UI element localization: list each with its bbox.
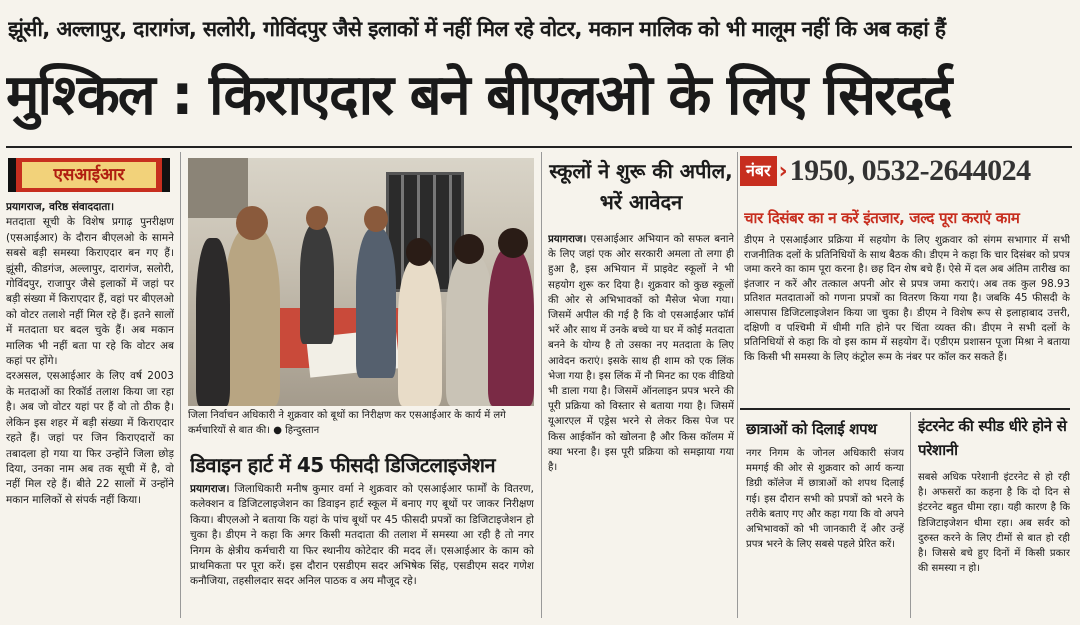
lead-paragraph-2: दरअसल, एसआईआर के लिए वर्ष 2003 के मतदाओं का रिकॉर्ड तलाश किया जा रहा है। अब जो वोटर यहां पर हैं वो तो ठीक है। लेकिन इस शहर में बड़ी संख्या में किराएदार रहते हैं। जहां पर जिन किराएदारों का तबादला हो गया या फिर उन्होंने जिला छोड़ दिया, उनका नाम अब तक सूची में है, वो नहीं मिल रहे हैं। बीते 22 सालों में उन्होंने मकान मालिकों से संपर्क नहीं किया। (6, 370, 174, 506)
helpline-numbers: 1950, 0532-2644024 (789, 154, 1031, 187)
chevron-right-icon: › (778, 158, 788, 184)
news-photo (188, 158, 534, 406)
story-schools-body (548, 232, 734, 618)
lead-dateline: प्रयागराज, वरिष्ठ संवाददाता। (6, 201, 115, 213)
story-divine-heart-text: जिलाधिकारी मनीष कुमार वर्मा ने शुक्रवार को एसआईआर फार्मों के वितरण, कलेक्शन व डिजिटलाइजेशन का डिवाइन हार्ट स्कूल में बनाए गए बूथों पर जाकर निरीक्षण किया। बीएलओ ने बताया कि यहां के पांच बूथों पर 45 फीसदी प्रपत्रों का डिजिटाइजेशन हो चुका है। डीएम ने कहा कि अगर किसी मतदाता की तलाश में समस्या आ रही है तो नगर निगम के क्षेत्रीय कर्मचारी या फिर स्थानीय कोटेदार की मदद लें। एसआईआर के काम को प्राथमिकता पर पूरा करें। इस दौरान एसडीएम सदर अभिषेक सिंह, एसडीएम सदर गणेश कनौजिया, तहसीलदार सदर अनिल पाठक व अय मौजूद रहे। (190, 483, 534, 588)
helpline-label: नंबर (740, 156, 777, 186)
story-schools-dateline: प्रयागराज। (548, 234, 587, 245)
story-deadline-title: चार दिसंबर का न करें इंतजार, जल्द पूरा कराएं काम (744, 209, 1020, 227)
column-divider (737, 152, 738, 618)
column-divider (180, 152, 181, 618)
story-deadline-body: डीएम ने एसआईआर प्रक्रिया में सहयोग के लिए शुक्रवार को संगम सभागार में सभी राजनीतिक दलों के प्रतिनिधियों के साथ बैठक की। डीएम ने कहा कि चार दिसंबर को प्रपत्र जमा करने का काम पूरा करना है। छह दिन शेष बचे हैं। ऐसे में दल अब अंतिम तारीख का इंतजार न करें और तत्काल अपनी ओर से प्रपत्र जमा कराएं। अब तक कुल 98.93 प्रतिशत मतदाताओं को गणना प्रपत्रों का वितरण किया गया है। जबकि 45 फीसदी के आसपास डिजिटलाइजेशन किया जा चुका है। डीएम ने विशेष रूप से इलाहाबाद उत्तरी, दक्षिणी व पश्चिमी में धीमी गति होने पर चिंता व्यक्त की। डीएम ने सभी दलों के प्रतिनिधियों से कहा कि वो इस काम में सहयोग दें। एडीएम प्रशासन पूजा मिश्रा ने बताया कि किसी भी समस्या के लिए कंट्रोल रूम के नंबर पर कॉल कर सकते हैं। (744, 235, 1070, 363)
story-oath-body: नगर निगम के जोनल अधिकारी संजय ममगई की ओर से शुक्रवार को आर्य कन्या डिग्री कॉलेज में छात्राओं को शपथ दिलाई गई। इस दौरान सभी को प्रपत्रों को भरने के तरीके बताए गए और कहा गया कि वो अपने अभिभावकों को भी जानकारी दें और उन्हें प्रपत्र भरने के लिए सबसे पहले प्रेरित करें। (746, 448, 904, 551)
column-divider (541, 152, 542, 618)
section-tag (8, 158, 170, 192)
story-divine-heart-dateline: प्रयागराज। (190, 483, 230, 495)
section-tag-label: एसआईआर (22, 162, 156, 188)
kicker-line: झूंसी, अल्लापुर, दारागंज, सलोरी, गोविंदपुर जैसे इलाकों में नहीं मिल रहे वोटर, मकान मालिक को भी मालूम नहीं कि अब कहां हैं (8, 17, 946, 41)
headline-rule (6, 146, 1072, 148)
main-headline: मुश्किल : किराएदार बने बीएलओ के लिए सिरदर्द (6, 63, 951, 128)
story-schools-text: एसआईआर अभियान को सफल बनाने के लिए जहां एक ओर सरकारी अमला तो लगा ही हुआ है, इस अभियान में प्राइवेट स्कूलों ने भी सहयोग शुरू कर दिया है। शुक्रवार को कुछ स्कूलों की ओर से अभिभावकों को मैसेज भेजा गया। जिसमें अपील की गई है कि वो एसआईआर फॉर्म भरें और साथ में उनके बच्चे या घर में कोई मतदाता बनने के योग्य है तो उसका नए मतदाता के लिए आवेदन कराएं। इसके साथ ही शाम को एक लिंक भेजा गया है। इस लिंक में नौ मिनट का एक वीडियो भी डाला गया है। जिसमें ऑनलाइन प्रपत्र भरने की पूरी प्रक्रिया को विस्तार से बताया गया है। जिसमें यूआरएल में एड्रेस भरने से लेकर किस पेज पर किस आईकॉन को खोलना है और किस कॉलम में क्या भरना है। इस पूरी प्रक्रिया को समझाया गया है। (548, 234, 734, 474)
story-internet-body: सबसे अधिक परेशानी इंटरनेट से हो रही है। अफसरों का कहना है कि दो दिन से इंटरनेट बहुत धीमा रहा। यही कारण है कि डिजिटाइजेशन धीमा रहा। अब सर्वर को दुरुस्त करने के लिए टीमों से बात हो रही है। जिससे बचे हुए दिनों में किसी प्रकार की समस्या न हो। (918, 472, 1070, 575)
lead-story-body (6, 200, 174, 618)
story-internet-title: इंटरनेट की स्पीड धीरे होने से परेशानी (918, 417, 1067, 459)
story-schools-title: स्कूलों ने शुरू की अपील, भरें आवेदन (549, 159, 733, 214)
story-oath-title: छात्राओं को दिलाई शपथ (746, 420, 877, 438)
photo-caption: जिला निर्वाचन अधिकारी ने शुक्रवार को बूथों का निरीक्षण कर एसआईआर के कार्य में लगे कर्मचारियों से बात की। ● हिन्दुस्तान (188, 410, 506, 436)
helpline-bar (740, 152, 1070, 190)
lead-paragraph-1: मतदाता सूची के विशेष प्रगाढ़ पुनरीक्षण (एसआईआर) के दौरान बीएलओ के सामने सबसे बड़ी समस्या किराएदार बन गए हैं। झूंसी, कीडगंज, अल्लापुर, दारागंज, सलोरी, गोविंदपुर, राजापुर जैसे इलाकों में जहां पर बड़ी संख्या में किराएदार हैं, वहां पर बीएलओ को वोटर तलाशे नहीं मिल रहे हैं। इतने सालों में मतदाता घर बदल चुके हैं। अब मकान मालिक भी नहीं बता पा रहे कि वोटर अब कहां पर होंगे। (6, 216, 174, 368)
story-divine-heart-body (190, 482, 534, 618)
story-divine-heart-title: डिवाइन हार्ट में 45 फीसदी डिजिटलाइजेशन (190, 453, 496, 477)
